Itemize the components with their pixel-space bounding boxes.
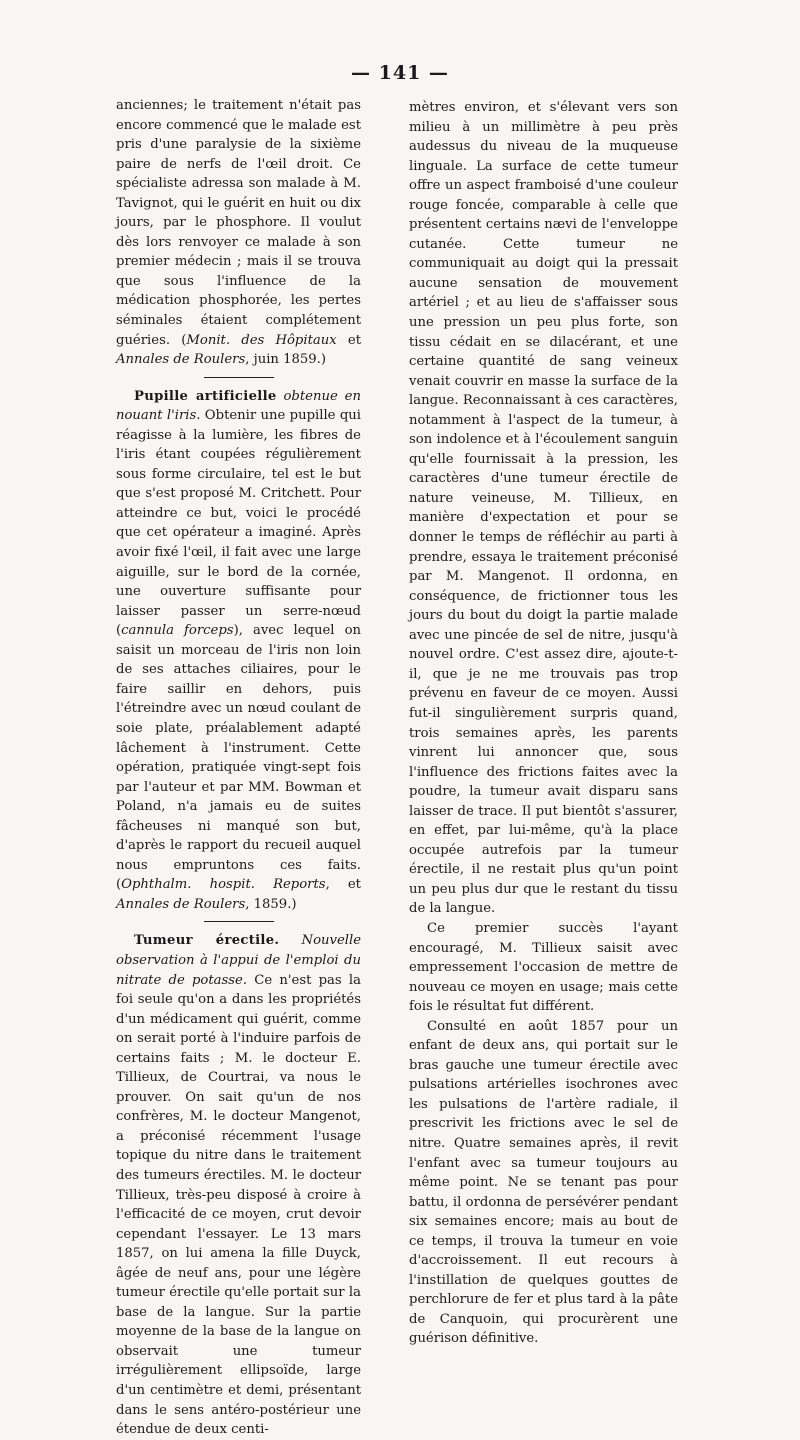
paragraph-tumeur: Tumeur érectile. Nouvelle observation à l'appui de l'emploi du nitrate de potasse. Ce n'est pas la foi seule qu'on a dans les propriétés d'un médicament qui guérit, comme on serait porté à l'induire parfois de certains faits ; M. le docteur E. Tillieux, de Courtrai, va nous le prouver. On sait qu'un de nos confrères, M. le docteur Mangenot, a préconisé récemment l'usage topique du nitre dans le traitement des tumeurs érectiles. M. le docteur Tillieux, très-peu disposé à croire à l'efficacité de ce moyen, crut devoir cependant l'essayer. Le 13 mars 1857, on lui amena la fille Duyck, âgée de neuf ans, pour une légère tumeur érectile qu'elle portait sur la base de la langue. Sur la partie moyenne de la base de la langue on observait une tumeur irrégulièrement ellipsoïde, large d'un centimètre et demi, présentant dans le sens antéro-postérieur une étendue de deux centi-	[116, 933, 361, 1438]
left-column	[116, 96, 361, 1440]
section-heading: Pupille artificielle	[134, 388, 277, 404]
section-divider	[204, 377, 274, 378]
paragraph-pupille: Pupille artificielle obtenue en nouant l'iris. Obtenir une pupille qui réagisse à la lumière, les fibres de l'iris étant coupées régulièrement sous forme circulaire, tel est le but que s'est proposé M. Critchett. Pour atteindre ce but, voici le procédé que cet opérateur a imaginé. Après avoir fixé l'œil, il fait avec une large aiguille, sur le bord de la cornée, une ouverture suffisante pour laisser passer un serre-nœud (cannula forceps), avec lequel on saisit un morceau de l'iris non loin de ses attaches ciliaires, pour le faire saillir en dehors, puis l'étreindre avec un nœud coulant de soie plate, préalablement adapté lâchement à l'instrument. Cette opération, pratiquée vingt-sept fois par l'auteur et par MM. Bowman et Poland, n'a jamais eu de suites fâcheuses ni manqué son but, d'après le rapport du recueil auquel nous empruntons ces faits. (Ophthalm. hospit. Reports, et Annales de Roulers, 1859.)	[116, 388, 362, 912]
right-column	[409, 98, 678, 1349]
paragraph-third-case: Consulté en août 1857 pour un enfant de deux ans, qui portait sur le bras gauche une tumeur érectile avec pulsations artérielles isochrones avec les pulsations de l'artère radiale, il prescrivit les frictions avec le sel de nitre. Quatre semaines après, il revit l'enfant avec sa tumeur toujours au même point. Ne se tenant pas pour battu, il ordonna de persévérer pendant six semaines encore; mais au bout de ce temps, il trouva la tumeur en voie d'accroissement. Il eut recours à l'instillation de quelques gouttes de perchlorure de fer et plus tard à la pâte de Canquoin, qui procurèrent une guérison définitive.	[409, 1018, 678, 1347]
page-number: — 141 —	[351, 62, 449, 84]
paragraph-continuation: mètres environ, et s'élevant vers son milieu à un millimètre à peu près audessus du niveau de la muqueuse linguale. La surface de cette tumeur offre un aspect framboisé d'une couleur rouge foncée, comparable à celle que présentent certains nævi de l'enveloppe cutanée. Cette tumeur ne communiquait au doigt qui la pressait aucune sensation de mouvement artériel ; et au lieu de s'affaisser sous une pression un peu plus forte, son tissu cédait en se dilacérant, et une certaine quantité de sang veineux venait couvrir en masse la surface de la langue. Reconnaissant à ces caractères, notamment à l'aspect de la tumeur, à son indolence et à l'écoulement sanguin qu'elle fournissait à la pression, les caractères d'une tumeur érectile de nature veineuse, M. Tillieux, en manière d'expectation et pour se donner le temps de réfléchir au parti à prendre, essaya le traitement préconisé par M. Mangenot. Il ordonna, en conséquence, de frictionner tous les jours du bout du doigt la partie malade avec une pincée de sel de nitre, jusqu'à nouvel ordre. C'est assez dire, ajoute-t-il, que je ne me trouvais pas trop prévenu en faveur de ce moyen. Aussi fut-il singulièrement surpris quand, trois semaines après, les parents vinrent lui annoncer que, sous l'influence des frictions faites avec la poudre, la tumeur avait disparu sans laisser de trace. Il put bientôt s'assurer, en effet, par lui-même, qu'à la place occupée autrefois par la tumeur érectile, il ne restait plus qu'un point un peu plus dur que le restant du tissu de la langue.	[409, 100, 678, 917]
section-heading: Tumeur érectile.	[134, 933, 280, 949]
section-divider	[204, 921, 274, 922]
paragraph-second-case: Ce premier succès l'ayant encouragé, M. Tillieux saisit avec empressement l'occasion de mettre de nouveau ce moyen en usage; mais cette fois le résultat fut différent.	[409, 920, 678, 1015]
paragraph-phosphore: anciennes; le traitement n'était pas encore commencé que le malade est pris d'une paralysie de la sixième paire de nerfs de l'œil droit. Ce spécialiste adressa son malade à M. Tavignot, qui le guérit en huit ou dix jours, par le phosphore. Il voulut dès lors renvoyer ce malade à son premier médecin ; mais il se trouva que sous l'influence de la médication phosphorée, les pertes séminales étaient complétement guéries. (Monit. des Hôpitaux et Annales de Roulers, juin 1859.)	[116, 98, 361, 368]
